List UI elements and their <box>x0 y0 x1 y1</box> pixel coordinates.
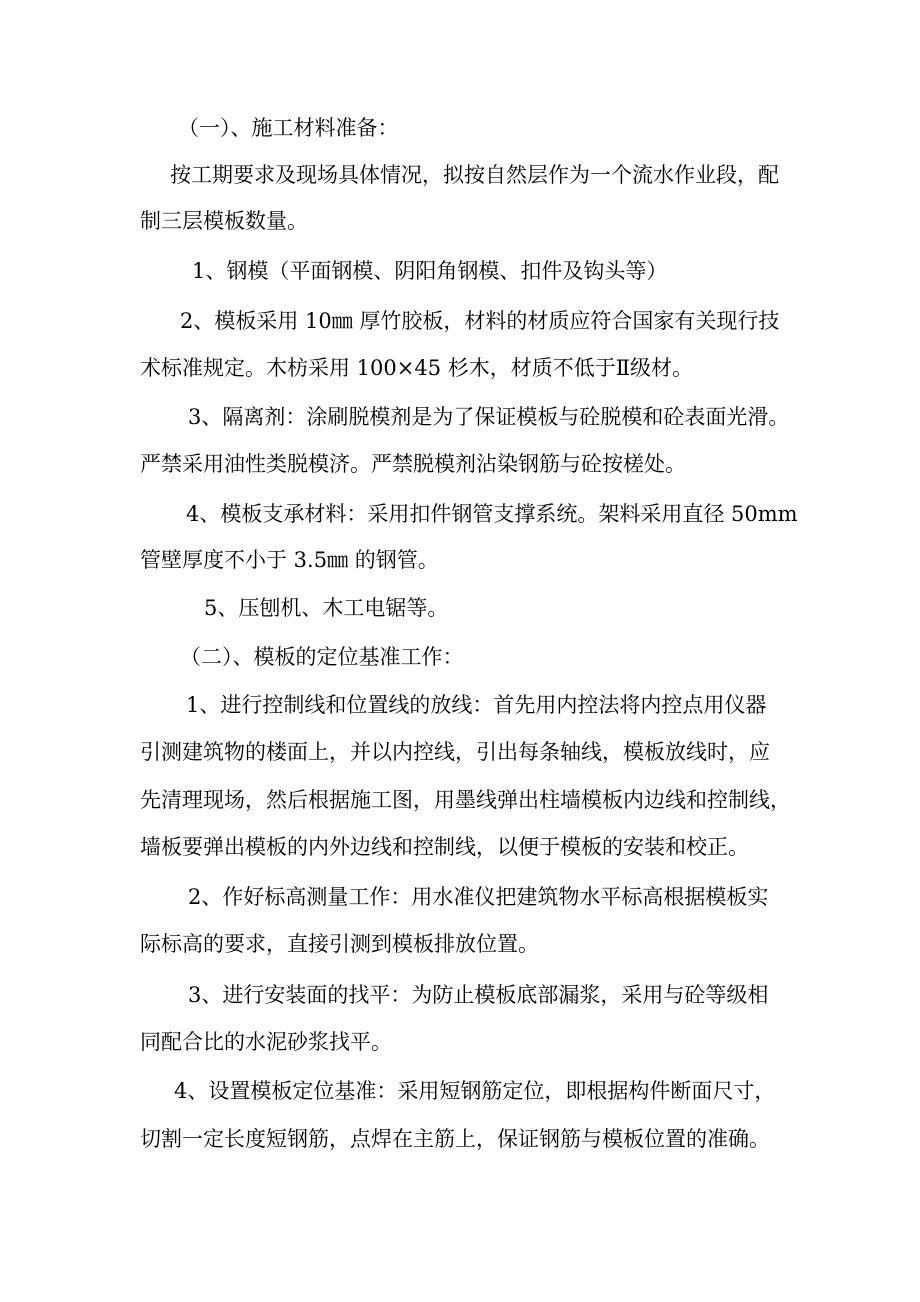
section-1-item-3-line-2: 严禁采用油性类脱模济。严禁脱模剂沾染钢筋与砼按槎处。 <box>140 452 686 476</box>
section-1-item-5: 5、压刨机、木工电锯等。 <box>204 596 449 620</box>
section-1-item-2-line-2: 术标准规定。木枋采用 100×45 杉木，材质不低于Ⅱ级材。 <box>140 356 694 380</box>
section-2-item-2-line-2: 际标高的要求，直接引测到模板排放位置。 <box>140 932 539 956</box>
section-2-item-3-line-1: 3、进行安装面的找平：为防止模板底部漏浆，采用与砼等级相 <box>188 983 769 1007</box>
section-2-item-1-line-1: 1、进行控制线和位置线的放线：首先用内控法将内控点用仪器 <box>186 693 767 717</box>
section-2-heading: （二）、模板的定位基准工作： <box>180 645 464 669</box>
section-1-heading: （一）、施工材料准备： <box>178 116 399 140</box>
section-2-item-1-line-2: 引测建筑物的楼面上，并以内控线，引出每条轴线，模板放线时，应 <box>140 740 770 764</box>
section-1-item-1: 1、钢模（平面钢模、阴阳角钢模、扣件及钩头等） <box>192 259 668 283</box>
section-1-item-4-line-2: 管壁厚度不小于 3.5㎜ 的钢管。 <box>140 548 439 572</box>
section-1-item-2-line-1: 2、模板采用 10㎜ 厚竹胶板，材料的材质应符合国家有关现行技 <box>180 309 780 333</box>
section-2-item-1-line-3: 先清理现场，然后根据施工图，用墨线弹出柱墙模板内边线和控制线， <box>140 788 791 812</box>
section-1-item-4-line-1: 4、模板支承材料：采用扣件钢管支撑系统。架料采用直径 50mm <box>186 502 798 526</box>
section-2-item-4-line-1: 4、设置模板定位基准：采用短钢筋定位，即根据构件断面尺寸， <box>174 1079 776 1103</box>
section-1-item-3-line-1: 3、隔离剂：涂刷脱模剂是为了保证模板与砼脱模和砼表面光滑。 <box>188 405 790 429</box>
section-1-intro-line-2: 制三层模板数量。 <box>140 209 308 233</box>
section-2-item-1-line-4: 墙板要弹出模板的内外边线和控制线，以便于模板的安装和校正。 <box>140 835 749 859</box>
section-2-item-2-line-1: 2、作好标高测量工作：用水准仪把建筑物水平标高根据模板实 <box>188 885 769 909</box>
section-2-item-3-line-2: 同配合比的水泥砂浆找平。 <box>140 1030 392 1054</box>
section-1-intro-line-1: 按工期要求及现场具体情况，拟按自然层作为一个流水作业段，配 <box>170 163 779 187</box>
section-2-item-4-line-2: 切割一定长度短钢筋，点焊在主筋上，保证钢筋与模板位置的准确。 <box>140 1127 770 1151</box>
